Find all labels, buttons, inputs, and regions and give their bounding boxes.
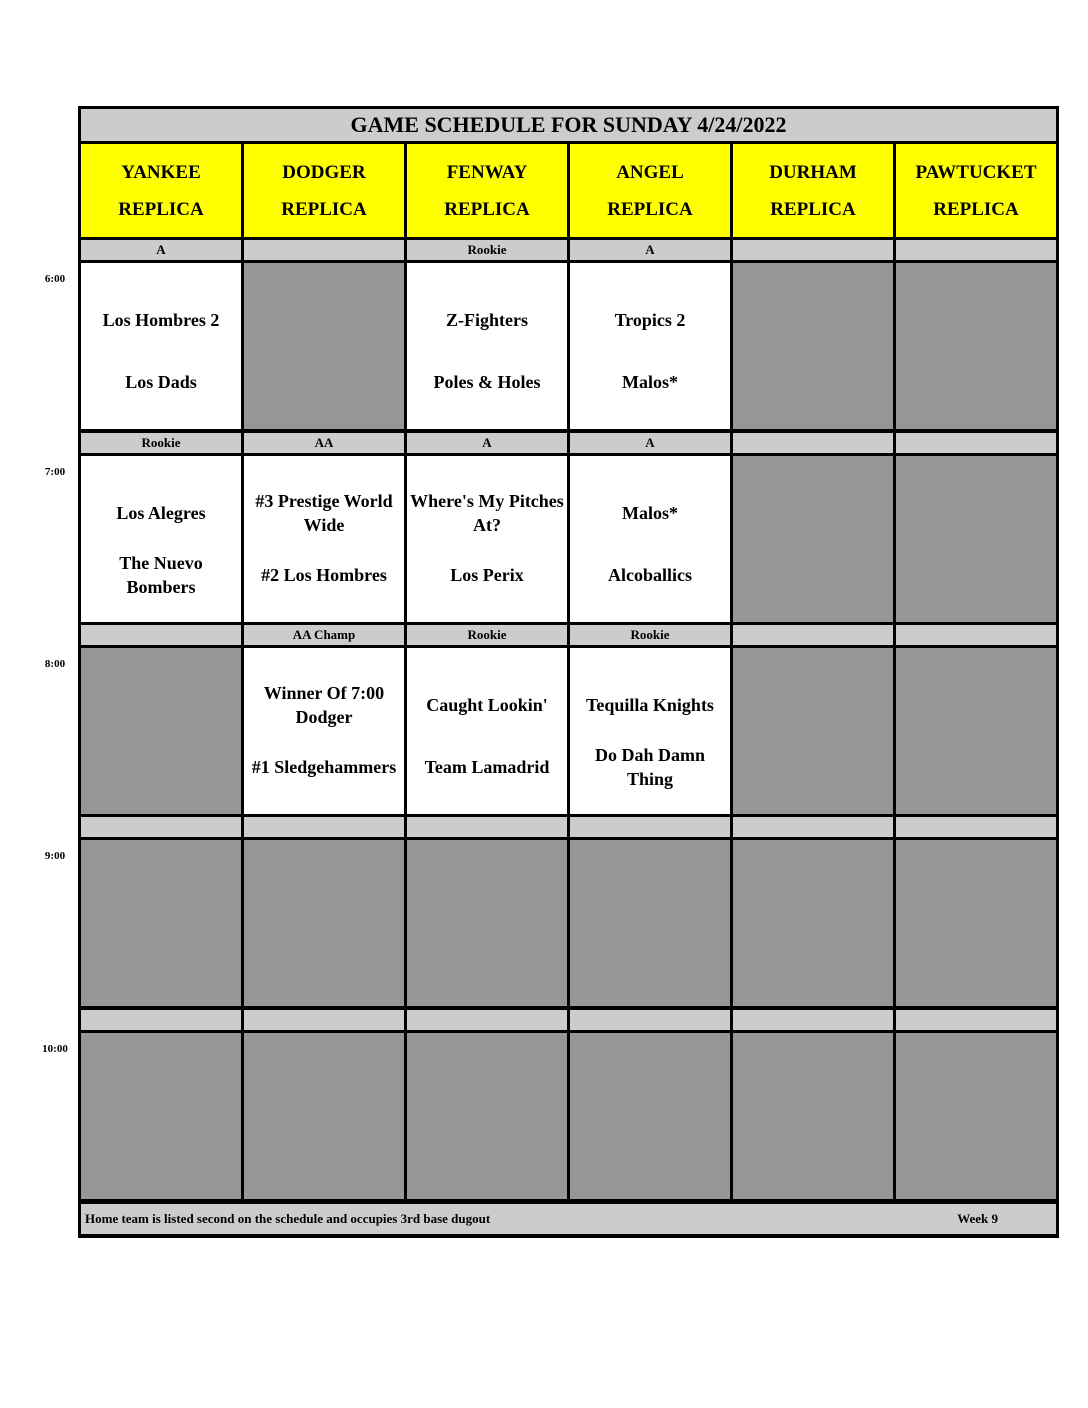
game-cell: [407, 456, 567, 622]
level-label: A: [81, 240, 241, 260]
park-header-pawtucket: [896, 144, 1056, 237]
level-label: [896, 625, 1056, 645]
away-team: Winner Of 7:00 Dodger: [263, 683, 385, 727]
level-label: [896, 1010, 1056, 1030]
level-label: [733, 240, 893, 260]
empty-slot: [244, 840, 404, 1006]
level-label: Rookie: [570, 625, 730, 645]
level-label: AA: [244, 433, 404, 453]
level-label: [407, 1010, 567, 1030]
home-team: Poles & Holes: [433, 372, 541, 392]
empty-slot: [896, 456, 1056, 622]
time-label: 6:00: [44, 273, 66, 285]
empty-slot: [733, 1033, 893, 1199]
park-name: DODGER: [282, 161, 366, 183]
level-label: Rookie: [81, 433, 241, 453]
schedule-title: GAME SCHEDULE FOR SUNDAY 4/24/2022: [81, 109, 1056, 141]
empty-slot: [570, 840, 730, 1006]
game-cell: [407, 263, 567, 429]
level-label: [407, 817, 567, 837]
level-label: [896, 240, 1056, 260]
game-cell: [244, 456, 404, 622]
empty-slot: [896, 840, 1056, 1006]
home-team: Alcoballics: [608, 565, 692, 585]
schedule-footer: [81, 1204, 1056, 1234]
week-label: Week 9: [957, 1211, 998, 1226]
level-label: [570, 817, 730, 837]
level-label: [570, 1010, 730, 1030]
game-cell: [81, 263, 241, 429]
park-header-yankee: [81, 144, 241, 237]
level-label: AA Champ: [244, 625, 404, 645]
game-cell: [407, 648, 567, 814]
level-label: A: [570, 433, 730, 453]
away-team: Tequilla Knights: [586, 695, 714, 715]
level-label: A: [407, 433, 567, 453]
time-label: 10:00: [42, 1043, 68, 1055]
level-label: [81, 1010, 241, 1030]
schedule-table: [78, 106, 1059, 1238]
park-sub: REPLICA: [118, 198, 204, 220]
home-team: Los Dads: [125, 372, 197, 392]
level-label: [244, 1010, 404, 1030]
away-team: Malos*: [622, 503, 678, 523]
level-label: [733, 433, 893, 453]
home-team: Malos*: [622, 372, 678, 392]
away-team: Caught Lookin': [426, 695, 548, 715]
empty-slot: [407, 840, 567, 1006]
home-team: Do Dah Damn Thing: [594, 745, 705, 789]
level-label: A: [570, 240, 730, 260]
empty-slot: [896, 263, 1056, 429]
level-label: [896, 817, 1056, 837]
level-label: [81, 817, 241, 837]
home-team: #2 Los Hombres: [261, 565, 387, 585]
empty-slot: [733, 456, 893, 622]
park-name: FENWAY: [446, 161, 528, 183]
level-label: [81, 625, 241, 645]
park-name: YANKEE: [121, 161, 201, 183]
away-team: Tropics 2: [614, 310, 686, 330]
home-team: The Nuevo Bombers: [119, 553, 203, 597]
park-sub: REPLICA: [770, 198, 856, 220]
empty-slot: [81, 648, 241, 814]
away-team: Where's My Pitches At?: [410, 491, 564, 535]
level-label: [896, 433, 1056, 453]
park-header-dodger: [244, 144, 404, 237]
park-header-angel: [570, 144, 730, 237]
empty-slot: [896, 1033, 1056, 1199]
empty-slot: [896, 648, 1056, 814]
empty-slot: [81, 840, 241, 1006]
park-sub: REPLICA: [933, 198, 1019, 220]
empty-slot: [244, 1033, 404, 1199]
time-label: 9:00: [44, 850, 66, 862]
empty-slot: [407, 1033, 567, 1199]
empty-slot: [733, 840, 893, 1006]
game-cell: [570, 456, 730, 622]
game-cell: [81, 456, 241, 622]
away-team: #3 Prestige World Wide: [255, 491, 393, 535]
level-label: [244, 240, 404, 260]
empty-slot: [733, 263, 893, 429]
park-sub: REPLICA: [281, 198, 367, 220]
level-label: [244, 817, 404, 837]
game-cell: [570, 263, 730, 429]
level-label: [733, 625, 893, 645]
away-team: Los Hombres 2: [102, 310, 220, 330]
away-team: Z-Fighters: [446, 310, 528, 330]
game-cell: [244, 648, 404, 814]
home-team: Los Perix: [450, 565, 524, 585]
game-cell: [570, 648, 730, 814]
park-name: PAWTUCKET: [915, 161, 1037, 183]
time-label: 7:00: [44, 466, 66, 478]
level-label: Rookie: [407, 240, 567, 260]
time-label: 8:00: [44, 658, 66, 670]
home-team: #1 Sledgehammers: [251, 757, 397, 777]
empty-slot: [733, 648, 893, 814]
empty-slot: [570, 1033, 730, 1199]
park-sub: REPLICA: [444, 198, 530, 220]
level-label: [733, 1010, 893, 1030]
park-name: ANGEL: [616, 161, 684, 183]
level-label: [733, 817, 893, 837]
empty-slot: [81, 1033, 241, 1199]
park-name: DURHAM: [769, 161, 857, 183]
home-team: Team Lamadrid: [424, 757, 550, 777]
empty-slot: [244, 263, 404, 429]
park-header-fenway: [407, 144, 567, 237]
footer-note: Home team is listed second on the schedule and occupies 3rd base dugout: [85, 1211, 491, 1226]
level-label: Rookie: [407, 625, 567, 645]
park-sub: REPLICA: [607, 198, 693, 220]
park-header-durham: [733, 144, 893, 237]
away-team: Los Alegres: [116, 503, 206, 523]
